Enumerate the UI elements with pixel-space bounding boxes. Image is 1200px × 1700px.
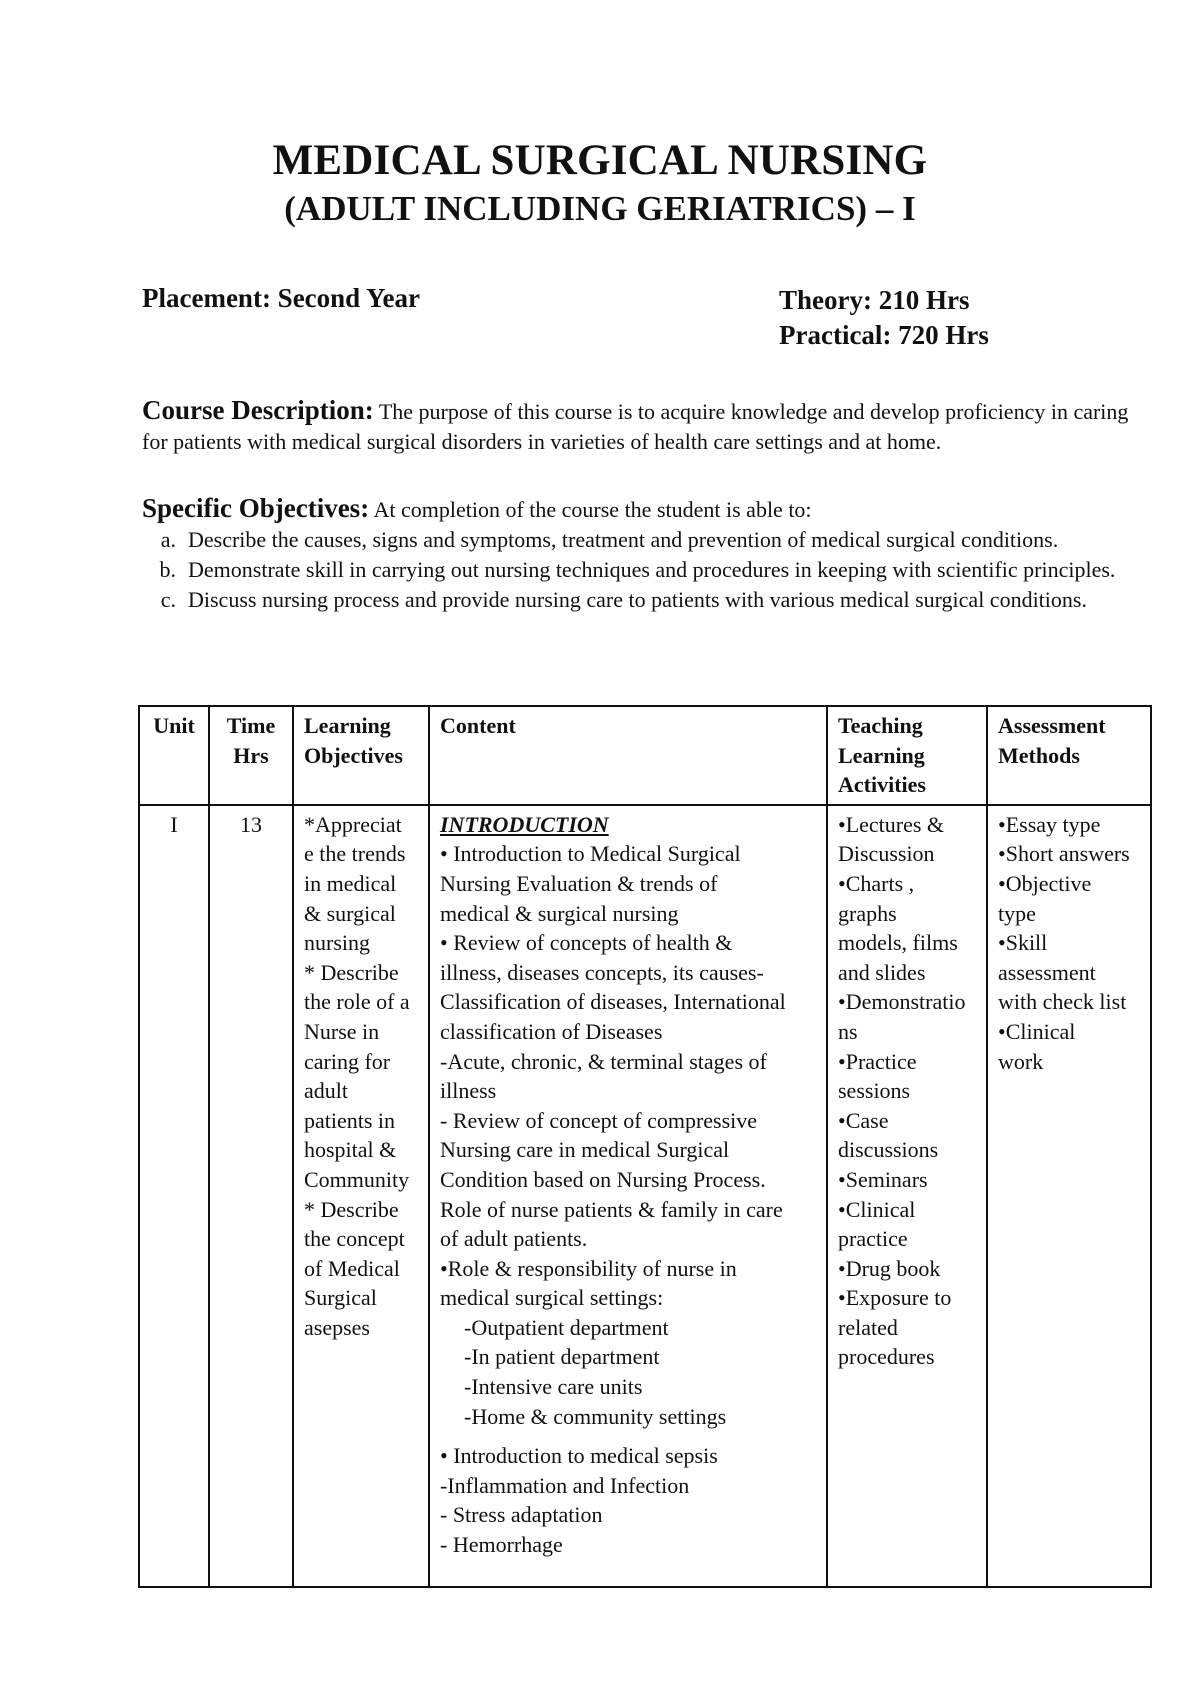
cell-unit: I (139, 805, 209, 1587)
header-learning-objectives: Learning Objectives (293, 706, 429, 805)
theory-hours: Theory: 210 Hrs (779, 285, 970, 315)
header-teaching-learning-activities: Teaching Learning Activities (827, 706, 987, 805)
header-unit: Unit (139, 706, 209, 805)
title-block (0, 135, 1200, 231)
content-heading: INTRODUCTION (440, 811, 609, 837)
header-content: Content (429, 706, 827, 805)
objective-item (142, 525, 1147, 555)
header-assessment-methods: Assessment Methods (987, 706, 1151, 805)
cell-teaching-activities: •Lectures & Discussion •Charts , graphs models, films and slides •Demonstratio ns •Practice sessions •Case discussions •Seminars •Clinical practice •Drug book •Exposure to related procedures (827, 805, 987, 1587)
specific-objectives (142, 493, 1147, 615)
objective-letter: b. (159, 557, 176, 582)
cell-time: 13 (209, 805, 293, 1587)
objective-text: Discuss nursing process and provide nursing care to patients with various medical surgical conditions. (188, 587, 1087, 612)
document-title: MEDICAL SURGICAL NURSING (272, 137, 928, 184)
header-time-hrs: Time Hrs (209, 706, 293, 805)
objective-item (142, 585, 1147, 615)
document-subtitle: (ADULT INCLUDING GERIATRICS) – I (284, 189, 916, 228)
table-row (139, 805, 1151, 1587)
objective-text: Describe the causes, signs and symptoms, treatment and prevention of medical surgical conditions. (188, 527, 1059, 552)
objectives-list (142, 525, 1147, 615)
table-header-row (139, 706, 1151, 805)
course-description-label: Course Description: (142, 395, 374, 425)
cell-assessment-methods: •Essay type •Short answers •Objective type •Skill assessment with check list •Clinical work (987, 805, 1151, 1587)
objectives-label: Specific Objectives: (142, 493, 370, 523)
cell-content: INTRODUCTION • Introduction to Medical Surgical Nursing Evaluation & trends of medical & surgical nursing • Review of concepts of health & illness, diseases concepts, its causes- Classification of diseases, International classification of Diseases -Acute, chronic, & terminal stages of illness - Review of concept of compressive Nursing care in medical Surgical Condition based on Nursing Process. Role of nurse patients & family in care of adult patients. •Role & responsibility of nurse in medical surgical settings: -Outpatient department -In patient department -Intensive care units -Home & community settings • Introduction to medical sepsis -Inflammation and Infection - Stress adaptation - Hemorrhage (429, 805, 827, 1587)
objective-item (142, 555, 1147, 585)
objective-letter: c. (160, 587, 176, 612)
cell-learning-objectives: *Appreciat e the trends in medical & surgical nursing * Describe the role of a Nurse in caring for adult patients in hospital & Community * Describe the concept of Medical Surgical asepses (293, 805, 429, 1587)
syllabus-table (138, 705, 1152, 1588)
course-description (142, 395, 1142, 457)
placement-label: Placement: Second Year (142, 283, 420, 313)
objective-letter: a. (160, 527, 176, 552)
hours-block (779, 283, 989, 353)
practical-hours: Practical: 720 Hrs (779, 320, 989, 350)
objectives-intro: At completion of the course the student is able to: (369, 497, 812, 522)
course-description-text: The purpose of this course is to acquire knowledge and develop proficiency in caring for patients with medical surgical disorders in varieties of health care settings and at home. (142, 399, 1129, 454)
objective-text: Demonstrate skill in carrying out nursing techniques and procedures in keeping with scientific principles. (188, 557, 1116, 582)
